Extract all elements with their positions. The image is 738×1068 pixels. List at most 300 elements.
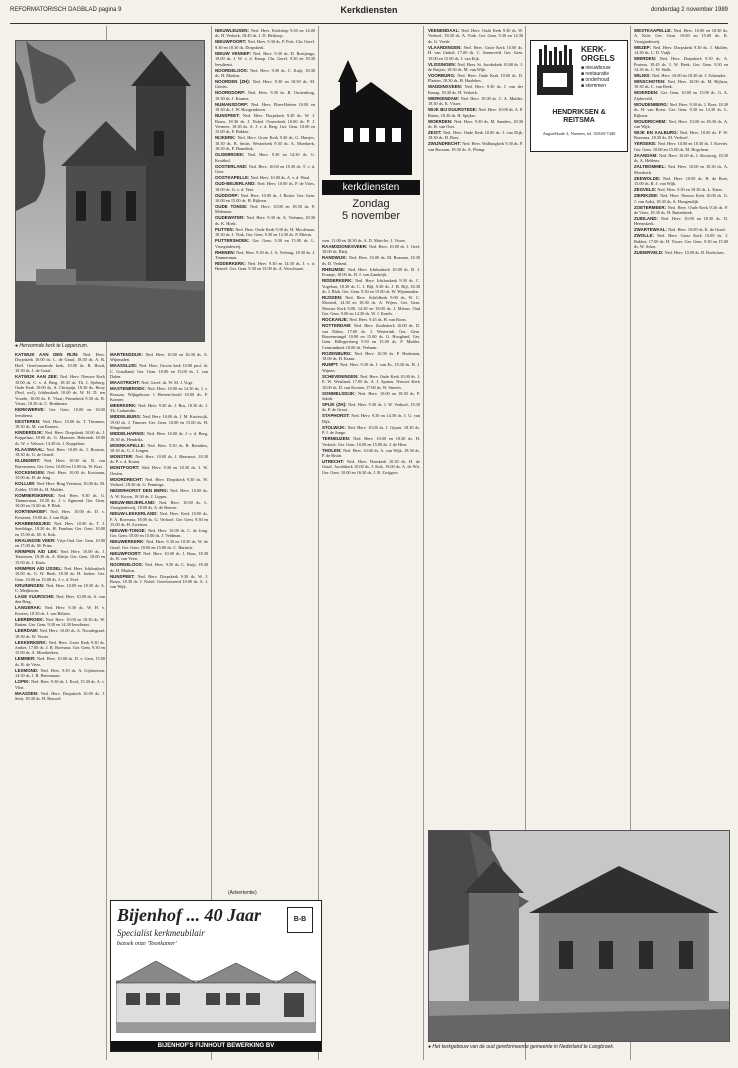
church-listing bbox=[15, 509, 105, 520]
bijenhof-subtitle: Specialist kerkmeubilair bbox=[117, 928, 205, 938]
service-times: Ned. Herv. 10.00 ds. J. Slootweg, 18.30 ds. A. Heldens. bbox=[634, 152, 728, 164]
place-name: STOLWIJK: bbox=[322, 424, 348, 430]
place-name: MAASSLUIS: bbox=[110, 363, 140, 369]
church-listing bbox=[215, 215, 315, 226]
place-name: NOORDELOOS: bbox=[215, 67, 251, 73]
place-name: LOPIK: bbox=[15, 679, 32, 685]
place-name: NIEUWPOORT: bbox=[215, 39, 248, 45]
service-times: Ned. Herv. Dorpskerk 9.30 ds. J. Mulder, 14.30 ds. C. D. Vuijk. bbox=[634, 44, 728, 56]
church-listing bbox=[428, 62, 523, 73]
place-name: RIJSSEN: bbox=[322, 295, 346, 301]
service-times: Ned. Herv. Dorpskerk 9.30 ds. W. Verhoef, 18.30 ds. G. Pennings. bbox=[110, 476, 208, 488]
service-times: Ned. Herv. 9.30 ds. J. Boer, 18.30 ds. H. van Roest. Ger. Gem. 9.30 en 14.30 ds. L. Rijksen. bbox=[634, 101, 728, 118]
place-name: KOLLUM: bbox=[15, 481, 37, 487]
church-listing bbox=[322, 317, 420, 322]
church-listing bbox=[15, 668, 105, 679]
place-name: ZWARTEWAAL: bbox=[634, 227, 669, 233]
service-times: Ned. Herv. Dorpskerk 10.00 ds. J. Smit, 18.30 ds. H. Bouwel. bbox=[15, 690, 105, 702]
service-times: Ned. Herv. Grote Kerk 9.30 ds. Jonker, 17.00 ds. J. R. Boersma. Ger. Gem. 9.30 en 15.00 ds. A. Moerkerken. bbox=[15, 639, 105, 656]
orgels-company-1: HENDRIKSEN & bbox=[552, 109, 606, 116]
service-times: Ned. Herv. 9.30 en 14.30 ds. J. G. van Dijk. bbox=[322, 413, 420, 424]
place-name: KLAASWAAL: bbox=[15, 446, 47, 452]
service-times: Ned. Herv. 10.00 ds. P. de Vries, 18.00 ds. G. v. d. Veer. bbox=[215, 181, 315, 192]
place-name: MAASTRICHT: bbox=[110, 380, 142, 386]
church-listing bbox=[215, 227, 315, 238]
service-times: Ned. Herv. 10.00 en 16.30 ds. A. Wijnmalen. bbox=[110, 352, 208, 363]
service-times: Ned. Herv. 10.00 ds. J. Ruiter. Ger. Gem. 10.00 en 15.00 ds. H. Rijksen. bbox=[215, 192, 315, 203]
bijenhof-factory-illustration bbox=[116, 951, 316, 1033]
service-times: Ned. Herv. 10.00 en 18.30 ds. P. Jakob. bbox=[322, 390, 420, 401]
place-name: WIERDEN: bbox=[634, 56, 660, 62]
place-name: WADDINXVEEN: bbox=[428, 84, 465, 90]
church-listing bbox=[322, 425, 420, 436]
place-name: WIJK BIJ DUURSTEDE: bbox=[428, 107, 479, 113]
service-times: Ned. Herv. 10.00 ds. A. P. Ruiter, 18.30 ds. H. Spijker. bbox=[428, 107, 523, 118]
place-name: MARTENSDIJK: bbox=[110, 352, 146, 357]
place-name: ZIERIKZEE: bbox=[634, 193, 661, 199]
place-name: OOSTERLAND: bbox=[215, 163, 249, 169]
service-times: Ned. Herv. Dorpskerk 9.30 ds. A. Postma, 18.45 ds. J. W. Beek. Ger. Gem. 9.30 en 14.30 ds. C. W. Stolk. bbox=[634, 56, 728, 73]
church-listing bbox=[215, 102, 315, 113]
church-listing bbox=[634, 233, 728, 249]
church-listing bbox=[215, 39, 315, 50]
service-times: Ger. Gem. 10.00 en 16.00 leesdienst. bbox=[15, 407, 105, 418]
place-name: WIJK EN AALBURG: bbox=[634, 130, 680, 136]
church-listing bbox=[322, 436, 420, 447]
place-name: ZEIST: bbox=[428, 130, 444, 136]
bijenhof-footer: BIJENHOF'S FIJNHOUT BEWERKING BV bbox=[111, 1041, 321, 1051]
church-listing bbox=[15, 430, 105, 446]
church-listing bbox=[322, 413, 420, 424]
service-times: Ned. Herv. 9.30 ds. J. van der Knaap, 18.30 ds. H. Verkerk. bbox=[428, 84, 523, 95]
listing-group-c1 bbox=[15, 352, 105, 701]
service-times: Ned. Herv. 10.00 ds. J. Teunissen, 18.30 ds. A. Kleijn. Ger. Gem. 10.00 en 15.00 ds. J. Kruis. bbox=[15, 548, 105, 565]
church-listing bbox=[15, 352, 105, 374]
place-name: MIDDELHARNIS: bbox=[110, 431, 147, 437]
church-listing bbox=[322, 351, 420, 362]
place-name: NIJKERK: bbox=[215, 135, 238, 141]
place-name: LEERDAM: bbox=[15, 628, 40, 634]
church-listing bbox=[215, 175, 315, 180]
place-name: RHENEN: bbox=[215, 249, 237, 255]
church-listing bbox=[15, 656, 105, 667]
place-name: NIEUWERKERK: bbox=[110, 539, 147, 545]
place-name: NOORDEN (ZH): bbox=[215, 79, 253, 85]
service-times: Ned. Herv. 9.30 ds. J. van Es, 18.30 ds. H. J. Wijnen. bbox=[322, 362, 420, 373]
church-listing bbox=[110, 539, 208, 550]
place-name: RIDDERKERK: bbox=[215, 260, 248, 266]
service-times: Ned. Herv. Dorpskerk 10.00 ds. L. de Graaf, 18.30 ds. A. B. Hoff. Gereformeerde kerk, 10.00 ds. B. Hood, 18.30 ds. J. de Graaf. bbox=[15, 352, 105, 374]
service-times: Ned. Herv. Walburgkerk 9.30 ds. P. van Rossum, 18.30 ds. A. Plomp. bbox=[428, 141, 523, 152]
church-listing bbox=[110, 500, 208, 511]
service-times: Ned. Herv. Grote Kerk 10.00 ds. J. Bakker, 17.00 ds. H. Visser. Ger. Gem. 9.30 en 15.00 ds. W. Schot. bbox=[634, 233, 728, 250]
service-times: Ned. Herv. 10.00 ds. H. de Boer, 15.00 ds. R. J. van Wijk. bbox=[634, 175, 728, 187]
service-times: Ned. Herv. 10.00 ds. M. Bijlstra, 18.30 ds. C. van Beek. bbox=[634, 79, 728, 90]
service-times: Ned. Herv. 9.30 ds. A. Verbaan, 18.30 ds. K. Hoek. bbox=[215, 215, 315, 226]
place-name: WOUDENBERG: bbox=[634, 101, 670, 107]
church-listing bbox=[215, 181, 315, 192]
church-listing bbox=[15, 374, 105, 406]
church-listing bbox=[110, 454, 208, 465]
church-listing bbox=[110, 386, 208, 402]
place-name: WINSCHOTEN: bbox=[634, 79, 668, 85]
church-listing bbox=[15, 594, 105, 605]
church-listing bbox=[215, 90, 315, 101]
place-name: OOSTKAPELLE: bbox=[215, 175, 251, 181]
place-name: WERKENDAM: bbox=[428, 95, 461, 101]
service-times: Ned. Herv. Schildkerk 9.00 ds. W. C. Mosterd, 14.30 en 18.30 ds. A. Wijers. Ger. Gem. Nieuwe Kerk 9.00, 14.30 en 18.00 ds. J. Mieras. Oud Ger. Gem. 9.00 en 14.30 ds. W. J. Karels. bbox=[322, 295, 420, 317]
service-times: Ned. Herv. 10.00 ds. T. J. Snethlage, 18.30 ds. H. Franken. Ger. Gem. 10.00 en 15.00 ds. M. A. Kok. bbox=[15, 520, 105, 537]
place-name: NOORDDORP: bbox=[215, 90, 249, 96]
place-name: LEXMOND: bbox=[15, 667, 41, 673]
photo-caption-lopperzum: ● Hervormde kerk te Lopperzum. bbox=[15, 343, 89, 349]
church-listing bbox=[634, 119, 728, 130]
church-listing bbox=[634, 130, 728, 141]
column-5 bbox=[428, 28, 523, 826]
place-name: KLUNDERT: bbox=[15, 458, 44, 464]
service-times: Ger. Gem. 9.30 en 15.00 ds. L. Vroegindeweij. bbox=[215, 238, 315, 249]
place-name: RIDDERKERK: bbox=[322, 278, 356, 284]
church-listing bbox=[15, 628, 105, 639]
church-photo-langbroek bbox=[428, 830, 730, 1042]
service-times: Ned. Herv. 9.30 ds. B. Oostenbrug, 18.30 ds. J. Kramer. bbox=[215, 90, 315, 101]
place-name: NOORDELOOS: bbox=[110, 562, 145, 568]
service-times: Ned. Herv. 9.30 ds. C. Kuijt, 18.30 ds. H. Markus. bbox=[110, 562, 208, 573]
church-listing bbox=[634, 176, 728, 187]
service-times: wen. 11.00 en 18.30 ds. A. D. Muis-ke. J. Visser. bbox=[322, 238, 406, 243]
place-name: NIEUWLEUSEN: bbox=[215, 28, 251, 33]
service-times: Ned. Herv. Brug Veenstra, 10.00 ds. M. Zolder, 19.00 ds. H. Mulder. bbox=[15, 481, 105, 492]
place-name: SPIJK (ZH): bbox=[322, 401, 349, 407]
place-name: PUTTERSHOEK: bbox=[215, 238, 253, 244]
place-name: KRIMPEN A/D LEK: bbox=[15, 548, 61, 554]
service-times: Ned. Herv. 9.30 ds. J. W. Verhoef, 18.30 ds. P. de Groot. bbox=[322, 401, 420, 413]
service-times: Ned. Herv. 10.00 ds. J. Bronsia, 18.30 ds. G. de Graaff. bbox=[15, 446, 105, 458]
column-6 bbox=[530, 155, 627, 827]
orgels-company-2: REITSMA bbox=[563, 117, 595, 124]
church-listing bbox=[215, 113, 315, 135]
place-name: LEMMER: bbox=[15, 656, 38, 662]
church-listing bbox=[15, 470, 105, 481]
service-times: Ned. Herv. Oude Kerk 9.30 ds. P. de Vries, 18.30 ds. H. Ruitenbeek. bbox=[634, 204, 728, 215]
church-listing bbox=[634, 164, 728, 175]
church-listing bbox=[215, 204, 315, 215]
service-times: Ned. Herv. 10.00 ds. B. van Ravensteen, Ger. Gem. 10.00 en 15.00 ds. W. Kort. bbox=[15, 458, 105, 469]
service-times: Ned. Herv. 10.00 en 18.30 ds. T. v. d. Geer. bbox=[215, 163, 315, 175]
service-times: Ned. Herv. Oude Kerk 10.00 ds. D. Plaisier, 18.30 ds. H. Haalebos. bbox=[428, 73, 523, 84]
service-times: Ned. Herv. Grote Kerk 10.00 ds. H. van Ginkel, 17.00 ds. C. Sonneveld. Ger. Gem. 10.00 en 15.00 ds. J. van Eijk. bbox=[428, 44, 523, 61]
service-times: Ned. Herv. 9.30 ds. J. Kool, 15.30 ds. A. v. Vliet. bbox=[15, 679, 105, 690]
place-name: NUNSPEET: bbox=[215, 113, 243, 119]
bijenhof-logo: B-B bbox=[287, 907, 313, 933]
place-name: VOORBURG: bbox=[428, 73, 458, 79]
church-listing bbox=[634, 193, 728, 204]
place-name: PUTTEN: bbox=[215, 226, 236, 232]
service-times: Ned. Herv. 10.00 en 18.30 ds. A. C. Meijboom. bbox=[15, 582, 105, 593]
place-name: KOCKENGEN: bbox=[15, 469, 48, 475]
place-name: NUMANSDORP: bbox=[215, 101, 252, 107]
church-listing bbox=[110, 528, 208, 539]
orgels-services-list bbox=[581, 65, 610, 89]
page-header bbox=[10, 5, 728, 24]
place-name: VEENENDAAL: bbox=[428, 28, 462, 33]
service-times: Ned. Herv. Oude Kerk 10.00 ds. J. E. W. Westland, 17.00 ds. A. J. Spaans. Nieuwe Kerk 10.00 ds. D. van Kooten, 17.00 ds. W. Smeets. bbox=[322, 373, 420, 390]
service-times: Ned. Herv. 9.30 en 14.30 ds. J. v. d. Heuvel. Ger. Gem. 9.30 en 15.00 ds. A. Verschuure. bbox=[215, 260, 315, 272]
place-name: LAGE VUURSCHE: bbox=[15, 593, 57, 599]
place-name: OUDEWATER: bbox=[215, 215, 247, 221]
orgels-service-item: ■ stemmen bbox=[581, 83, 606, 89]
place-name: KERKWERVE: bbox=[15, 407, 50, 413]
place-name: NIEUWE-TONGE: bbox=[110, 527, 148, 533]
service-times: Ned. Herv. 10.00 ds. C. de Jong. Ger. Gem. 10.00 en 15.00 ds. J. Veldman. bbox=[110, 527, 208, 539]
church-listing bbox=[322, 238, 420, 243]
place-name: WOERDEN: bbox=[634, 90, 661, 96]
church-listing bbox=[322, 459, 420, 475]
place-name: STAPHORST: bbox=[322, 413, 352, 419]
church-listing bbox=[322, 255, 420, 266]
service-times: Vrije Oud. Ger. Gem. 10.00 en 17.00 ds. M. Prins. bbox=[15, 537, 105, 548]
newspaper-name: REFORMATORISCH DAGBLAD pagina 9 bbox=[10, 7, 122, 13]
place-name: UTRECHT: bbox=[322, 458, 347, 464]
church-listing bbox=[110, 352, 208, 363]
place-name: NIEUW-LEKKERLAND: bbox=[110, 511, 160, 517]
bijenhof-tagline: bezoek onze 'Toonkamer' bbox=[117, 941, 177, 947]
place-name: MOORDRECHT: bbox=[110, 476, 146, 482]
section-title: Kerkdiensten bbox=[340, 5, 398, 15]
service-times: Ned. Herv. Zuiderkerk 10.00 ds. D. van Dalen, 17.00 ds. J. Westerink. Ger. Gem. Boezemsingel 10.00 en 15.00 ds. G. Hoogland. Ger. Gem. Hillegersberg 9.30 en 15.00 ds. P. Mulder. Centrumkerk 10.00 ds. Verbaan. bbox=[322, 323, 420, 350]
church-listing bbox=[322, 244, 420, 255]
church-listing bbox=[110, 511, 208, 527]
place-name: KINDERDIJK: bbox=[15, 430, 45, 436]
church-listing bbox=[634, 28, 728, 44]
column-4 bbox=[322, 238, 420, 828]
church-listing bbox=[428, 119, 523, 130]
column-7 bbox=[634, 28, 728, 826]
place-name: MONSTER: bbox=[110, 454, 136, 460]
church-listing bbox=[110, 477, 208, 488]
place-name: NIEUW-BEIJERLAND: bbox=[110, 499, 159, 505]
place-name: ZAANDAM: bbox=[634, 152, 659, 158]
church-listing bbox=[110, 574, 208, 590]
orgels-service-item: ■ onderhoud bbox=[581, 77, 610, 83]
service-times: Ned. Herv. 10.00 ds. A. v. d. Waal. bbox=[250, 175, 311, 181]
place-name: LANGERAK: bbox=[15, 605, 45, 611]
service-times: Ned. Herv. Nieuwe Kerk 10.00 ds. C. v. d. Berg, 18.30 ds. Th. J. Sjoberg; Oude Kerk 10.00 ds. A. Chrispijn, 18.30 ds. Hooy (Ned. wvl); Ichthuskerk 10.00 ds. W. H. D. ten Voorde, 16.00 ds. E. Vlaar; Prinsekerk 9.30 ds. R. Visser, 18.30 ds. C. Brinkman. bbox=[15, 374, 105, 407]
church-listing bbox=[110, 562, 208, 573]
church-listing bbox=[110, 414, 208, 430]
church-listing bbox=[215, 51, 315, 67]
place-name: ROZENBURG: bbox=[322, 350, 355, 356]
orgels-address: Angstelkade 2, Nuenen, tel. 02940-7440 bbox=[542, 131, 616, 136]
church-listing bbox=[15, 538, 105, 549]
place-name: ROCKANJE: bbox=[322, 317, 350, 323]
service-times: Ned. Herv. 10.00 ds. D. v. Gent, 15.00 ds. R. de Vries. bbox=[15, 656, 105, 667]
orgels-service-item: ■ nieuwbouw bbox=[581, 65, 611, 71]
service-times: Ned. Herv. 10.00 en 18.30 ds. J. Kieviet. Ger. Gem. 10.00 en 15.00 ds. M. Hogchem. bbox=[634, 141, 728, 152]
place-name: NIEUWPOORT: bbox=[110, 550, 144, 556]
service-times: Ned. Herv. 10.00 ds. J. Haasnoot, 18.30 ds. P. v. d. Kraan. bbox=[110, 454, 208, 465]
orgels-heading-2: ORGELS bbox=[581, 54, 615, 63]
church-listing bbox=[110, 431, 208, 442]
ad-label: (Advertentie) bbox=[228, 890, 257, 896]
ad-kerkorgels bbox=[530, 40, 628, 152]
service-times: Ned. Herv. 10.00 ds. J. Geel, 18.00 ds. Bleij. bbox=[322, 244, 420, 255]
service-times: Ned. Herv. Dorpskerk 9.30 ds. W. J. Bouw, 18.30 ds. J. Nobel. Gereformeerd 10.00 ds. A. J. van Wijk. bbox=[110, 573, 208, 590]
place-name: RHEUMSE: bbox=[322, 266, 348, 272]
church-listing bbox=[15, 691, 105, 702]
church-listing bbox=[428, 84, 523, 95]
service-times: Ned. Herv. Domkerk 10.30 ds. H. de Graaf. Jacobikerk 10.00 ds. J. Kok, 19.00 ds. A. de Wit. Ger. Gem. 10.00 en 16.30 ds. J. B. Zwijgers. bbox=[322, 458, 420, 475]
photo-caption-langbroek: ● Het kerkgebouw van de oud gereformeerde gemeente in Nederland te Langbroek. bbox=[428, 1044, 615, 1050]
service-times: Ned. Herv. 9.30 ds. W. H. v. Kooten, 18.30 ds. J. van Belzen. bbox=[15, 605, 105, 616]
service-times: Ned. Herv. Oude Kerk 10.00 ds. J. van Dijk, 18.30 ds. H. Boer. bbox=[428, 130, 523, 141]
place-name: ZEGVELD: bbox=[634, 187, 658, 193]
church-listing bbox=[15, 617, 105, 628]
column-3 bbox=[215, 28, 315, 880]
kerkdiensten-wordmark: kerkdiensten bbox=[322, 180, 420, 195]
place-name: KESTEREN: bbox=[15, 418, 43, 424]
church-listing bbox=[428, 96, 523, 107]
place-name: KATWIJK AAN DEN RIJN: bbox=[15, 352, 83, 357]
place-name: VLISSINGEN: bbox=[428, 61, 458, 67]
church-listing bbox=[15, 566, 105, 582]
service-times: Ned. Herv. Groote kerk 10.00 prof. dr. C. Graafland. Ger. Gem. 10.00 en 15.00 ds. J. van Dalen. bbox=[110, 363, 208, 380]
place-name: OLDEBROEK: bbox=[215, 152, 248, 158]
church-listing bbox=[322, 374, 420, 390]
orgels-heading-1: KERK- bbox=[581, 45, 607, 54]
service-date: 5 november bbox=[341, 210, 401, 222]
church-listing bbox=[428, 45, 523, 61]
orgels-service-item: ■ restauratie bbox=[581, 71, 610, 77]
church-listing bbox=[215, 261, 315, 272]
place-name: MASTENBROEK: bbox=[110, 386, 148, 392]
service-times: Ned. Herv. 10.00 en 18.30 ds. W. Rutten. Ger. Gem. 9.30 en 14.30 leesdienst. bbox=[15, 616, 105, 628]
church-listing bbox=[634, 227, 728, 232]
church-listing bbox=[215, 28, 315, 39]
service-times: Ned. Herv. 10.00 en 18.30 ds. A. Kole. Ger. Gem. 10.00 en 15.00 ds. K. Vroegindeweij. bbox=[634, 28, 728, 44]
place-name: KOMMERSKERKE: bbox=[15, 492, 59, 498]
church-listing bbox=[15, 549, 105, 565]
place-name: WILNIS: bbox=[634, 73, 653, 79]
church-listing bbox=[322, 267, 420, 278]
place-name: OUDE TONGE: bbox=[215, 203, 251, 209]
church-listing bbox=[15, 407, 105, 418]
church-listing bbox=[322, 391, 420, 402]
service-times: Ned. Herv. 10.00 ds. J. v. d. Berg, 18.30 ds. Hendriks. bbox=[110, 431, 208, 442]
church-photo-lopperzum bbox=[15, 40, 205, 342]
church-listing bbox=[215, 238, 315, 249]
service-times: Ned. Herv. 9.30 ds. A. Gijsbertsen, 14.30 ds. J. B. Heeremans. bbox=[15, 667, 105, 679]
church-listing bbox=[322, 278, 420, 294]
listing-group-c3 bbox=[215, 28, 315, 272]
service-times: Ned. Herv. 10.00 ds. C. A. Mulder, 18.30 ds. K. Visser. bbox=[428, 95, 523, 107]
listing-group-c5 bbox=[428, 28, 523, 152]
issue-date: donderdag 2 november 1989 bbox=[650, 7, 728, 13]
church-listing bbox=[634, 141, 728, 152]
church-listing bbox=[322, 362, 420, 373]
church-listing bbox=[634, 56, 728, 72]
service-times: Ned. Herv. 10.00 ds. K. de Graaf. bbox=[668, 227, 726, 233]
service-times: Ned. Herv. Kerkdorp 9.30 en 14.00 ds. H. Verkerk, 18.45 ds. J. D. Heikoop. bbox=[215, 28, 315, 39]
listing-group-c7 bbox=[634, 28, 728, 256]
place-name: ZEEWOLDE: bbox=[634, 175, 664, 181]
service-times: Ned. Herv. 9.30 ds. P. Pols. Chr. Geref. 9.30 en 18.30 ds. Dorpskerk. bbox=[215, 39, 315, 50]
church-listing bbox=[428, 73, 523, 84]
church-listing bbox=[428, 28, 523, 44]
church-listing bbox=[110, 380, 208, 385]
church-listing bbox=[322, 295, 420, 317]
place-name: VLAARDINGEN: bbox=[428, 44, 464, 50]
service-times: Ned. Herv. Eben-Haëzer 10.00 en 18.30 ds. J. W. Hoogendoorn. bbox=[215, 101, 315, 113]
church-listing bbox=[428, 107, 523, 118]
church-listing bbox=[322, 323, 420, 350]
service-times: Ned. Herv. 9.30 ds. D. Boeijenga, 18.00 ds. J. W. v. d. Kamp. Chr. Geref. 9.30 en 18.30 leesdienst. bbox=[215, 50, 315, 67]
place-name: KRIMPEN A/D IJSSEL: bbox=[15, 565, 65, 571]
church-listing bbox=[15, 481, 105, 492]
church-listing bbox=[322, 402, 420, 413]
place-name: ZUIDERVELD: bbox=[634, 250, 665, 256]
place-name: YERSEKE: bbox=[634, 141, 658, 147]
service-times: Ned. Herv. 10.00 en 18.30 ds. A. van Wijk. bbox=[634, 118, 728, 130]
service-times: Ned. Herv. 9.30 en 18.30 ds. L. Kater. bbox=[657, 187, 723, 193]
place-name: RAAMSDONKSVEER: bbox=[322, 244, 369, 249]
service-times: Ned. Herv. 10.00 en 18.30 ds. P. Molenaar. bbox=[215, 203, 315, 215]
service-times: Ned. Herv. 10.00 en 18.30 ds. A. Moerkerk. bbox=[634, 164, 728, 175]
service-times: Ned. Herv. 10.00 ds. Kooiman, 15.00 ds. H. de Jong. bbox=[15, 469, 105, 481]
service-times: Ned. Herv. 10.00 ds. T. Timmers, 18.30 ds. M. van Kranen. bbox=[15, 418, 105, 430]
place-name: MIDDELBURG: bbox=[110, 414, 143, 420]
church-listing bbox=[634, 102, 728, 118]
church-listing bbox=[15, 493, 105, 509]
service-day: Zondag bbox=[352, 198, 390, 210]
church-drawing-icon bbox=[322, 60, 420, 175]
service-times: Ned. Herv. Grote Kerk 9.30 ds. G. Huisjes, 18.30 ds. B. Smits. Westerkerk 9.30 ds. A. Moerkerk, 18.30 ds. P. Hamelink. bbox=[215, 135, 315, 152]
service-times: Ned. Herv. Nieuwe Kerk 10.00 ds. G. J. van Aalst, 18.30 ds. A. Hoogendijk. bbox=[634, 193, 728, 204]
place-name: THOLEN: bbox=[322, 447, 343, 453]
place-name: ZUIDLAND: bbox=[634, 215, 661, 221]
service-times: Ned. Geref. ds. W. M. J. Vogt. bbox=[141, 380, 193, 386]
service-times: Ned. Herv. St. Jacobskerk 10.00 ds. J. de Ruijter, 18.30 ds. M. van Wijk. bbox=[428, 61, 523, 73]
church-listing bbox=[634, 216, 728, 227]
place-name: KORTENHOEF: bbox=[15, 509, 51, 515]
service-times: Ned. Herv. 10.00 en 18.30 ds. D. Heemskerk. bbox=[634, 215, 728, 227]
listing-group-c2 bbox=[110, 352, 208, 590]
place-name: RUMPT: bbox=[322, 362, 341, 368]
service-times: Ned. Herv. Dorpskerk 10.00 ds. J. Koppelaar, 18.00 ds. G. Maassen. Behrends 18.00 ds. W. v. Veluwe, 14.30 ds. J. Koppelaar. bbox=[15, 430, 105, 446]
service-times: Ned. Herv. 10.00 en 18.30 ds. J. Schreuder. bbox=[652, 73, 727, 79]
place-name: NUNSPEET: bbox=[110, 573, 138, 579]
church-langbroek-image bbox=[429, 831, 729, 1041]
service-times: Ned. Herv. 9.30 ds. M. Sanders, 18.30 ds. R. van Oort. bbox=[428, 118, 523, 130]
place-name: OUDDORP: bbox=[215, 192, 241, 198]
place-name: MOERKAPELLE: bbox=[110, 442, 148, 448]
church-listing bbox=[634, 73, 728, 78]
place-name: ZOETERMEER: bbox=[634, 204, 668, 210]
service-times: Ned. Herv. 10.00 ds. J. Baas, 18.30 ds. B. van Veen. bbox=[110, 550, 208, 562]
church-listing bbox=[322, 448, 420, 459]
service-times: Ned. Herv. 9.30 ds. J. Bos, 18.30 ds. J. Th. Cadsandse. bbox=[110, 403, 208, 414]
service-times: Ned. Herv. Dorpskerk 9.30 ds. W. J. Bouw, 18.30 ds. J. Nobel. Oosterkerk 10.00 ds. P. J. Vermeer, 18.30 ds. A. J. v. d. Berg. Ger. Gem. 10.00 en 15.00 ds. F. Bakker. bbox=[215, 113, 315, 135]
place-name: TERNEUZEN: bbox=[322, 436, 354, 442]
church-listing bbox=[215, 193, 315, 204]
place-name: KATWIJK AAN ZEE: bbox=[15, 374, 60, 380]
service-times: Ned. Herv. 9.30 en 18.30 ds. W. de Graaf. Ger. Gem. 10.00 en 15.00 ds. C. Harinck. bbox=[110, 539, 208, 550]
church-listing bbox=[428, 130, 523, 141]
church-listing bbox=[15, 458, 105, 469]
church-listing bbox=[634, 250, 728, 255]
church-listing bbox=[110, 465, 208, 476]
place-name: WESTKAAPELLE: bbox=[634, 28, 674, 33]
